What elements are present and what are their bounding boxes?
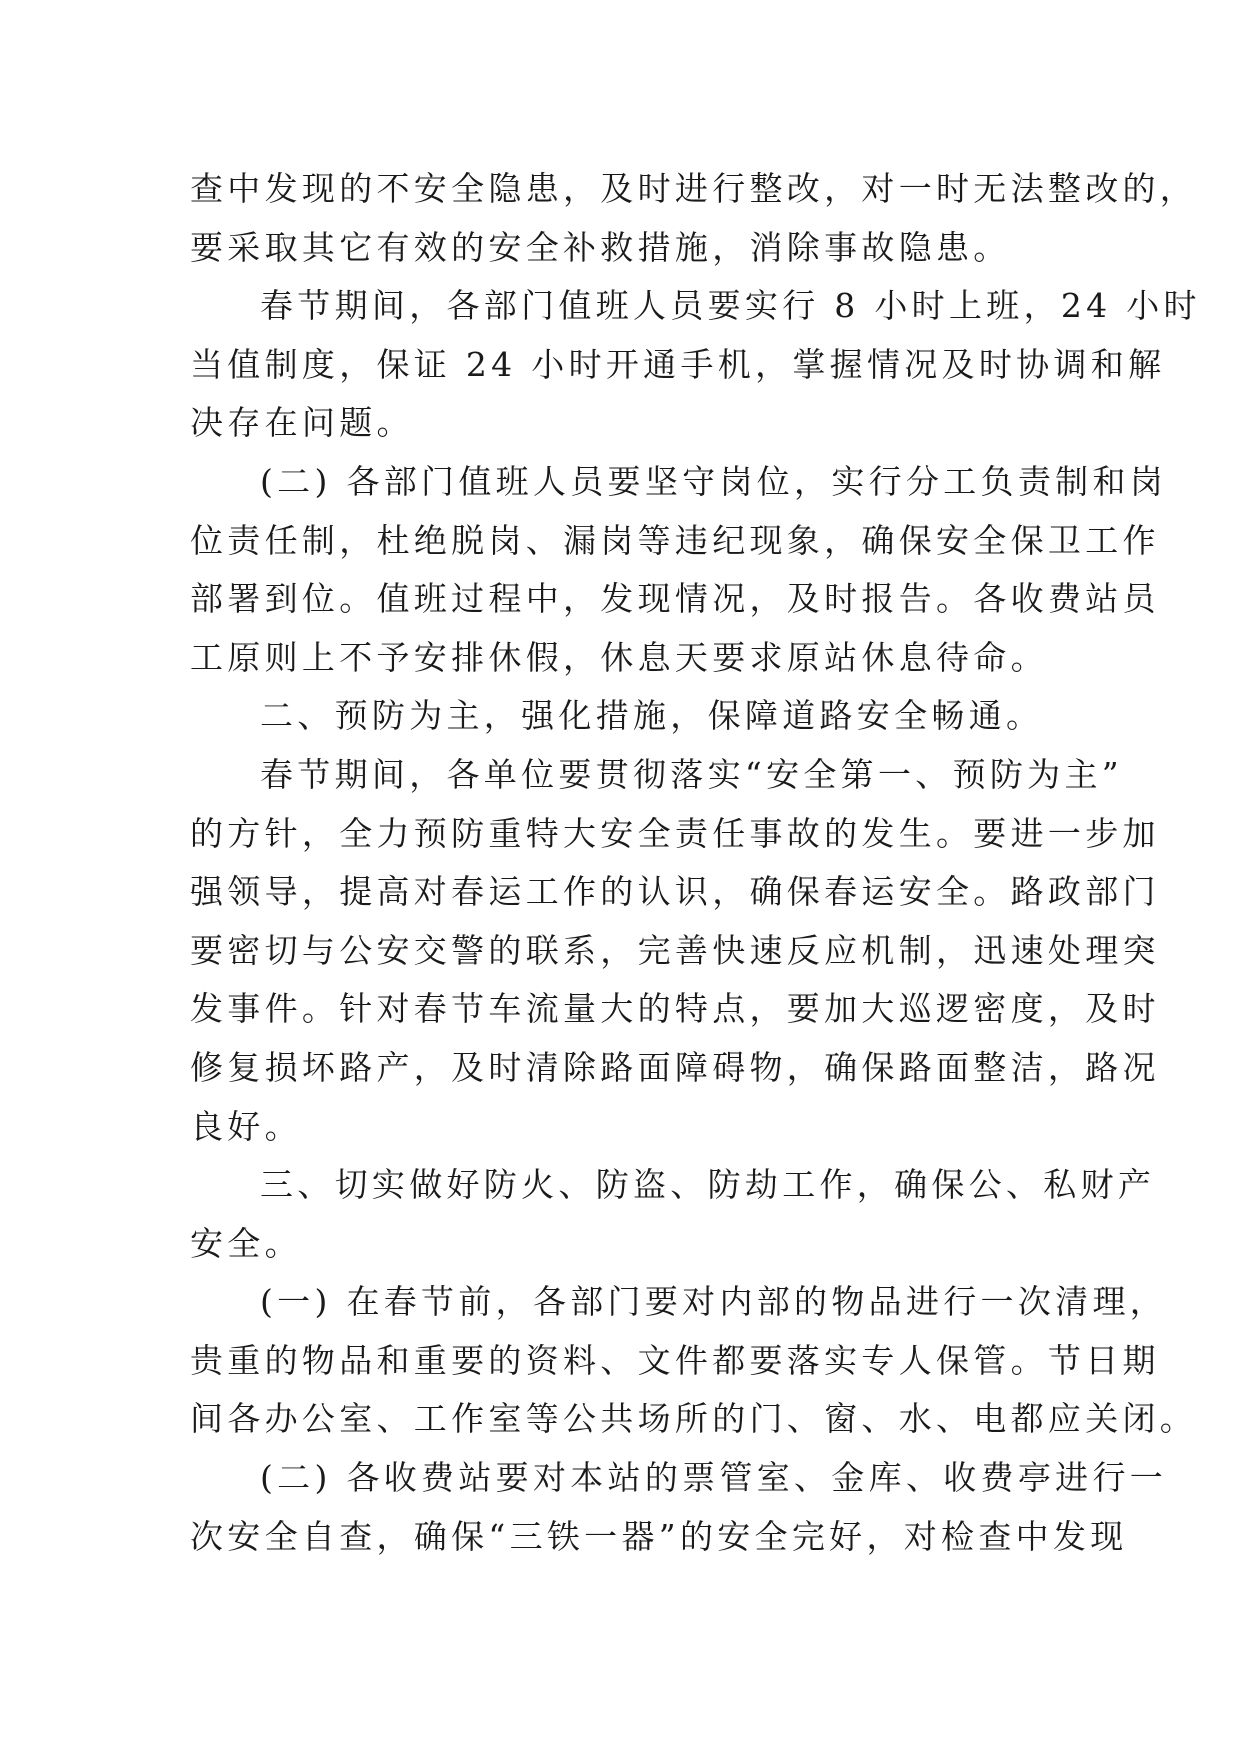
text-line: 的方针，全力预防重特大安全责任事故的发生。要进一步加: [190, 813, 1160, 853]
text-line: 良好。: [190, 1106, 302, 1146]
text-line: 要采取其它有效的安全补救措施，消除事故隐患。: [190, 227, 1011, 267]
text-line: 当值制度，保证 24 小时开通手机，掌握情况及时协调和解: [190, 344, 1166, 384]
text-line: 春节期间，各单位要贯彻落实“安全第一、预防为主”: [260, 754, 1123, 794]
text-line: 要密切与公安交警的联系，完善快速反应机制，迅速处理突: [190, 930, 1160, 970]
text-line: 贵重的物品和重要的资料、文件都要落实专人保管。节日期: [190, 1340, 1160, 1380]
text-line: 工原则上不予安排休假，休息天要求原站休息待命。: [190, 637, 1048, 677]
text-line: 间各办公室、工作室等公共场所的门、窗、水、电都应关闭。: [190, 1399, 1198, 1439]
text-line: 查中发现的不安全隐患，及时进行整改，对一时无法整改的，: [190, 169, 1198, 208]
body-text: [190, 160, 1201, 1566]
text-line: (二) 各部门值班人员要坚守岗位，实行分工负责制和岗: [260, 461, 1168, 501]
text-line: 次安全自查，确保“三铁一器”的安全完好，对检查中发现: [190, 1516, 1128, 1556]
section-heading: 三、切实做好防火、防盗、防劫工作，确保公、私财产: [260, 1165, 1156, 1205]
text-line: (一) 在春节前，各部门要对内部的物品进行一次清理，: [260, 1282, 1168, 1322]
text-line: 发事件。针对春节车流量大的特点，要加大巡逻密度，及时: [190, 989, 1160, 1029]
text-line: 部署到位。值班过程中，发现情况，及时报告。各收费站员: [190, 579, 1160, 619]
section-heading: 二、预防为主，强化措施，保障道路安全畅通。: [260, 696, 1044, 736]
text-line: 春节期间，各部门值班人员要实行 8 小时上班，24 小时: [260, 286, 1201, 326]
text-line: 安全。: [190, 1223, 302, 1263]
text-line: 决存在问题。: [190, 403, 414, 443]
text-line: 位责任制，杜绝脱岗、漏岗等违纪现象，确保安全保卫工作: [190, 520, 1160, 560]
text-line: 强领导，提高对春运工作的认识，确保春运安全。路政部门: [190, 872, 1160, 912]
text-line: 修复损坏路产，及时清除路面障碍物，确保路面整洁，路况: [190, 1047, 1160, 1087]
text-line: (二) 各收费站要对本站的票管室、金库、收费亭进行一: [260, 1458, 1168, 1498]
